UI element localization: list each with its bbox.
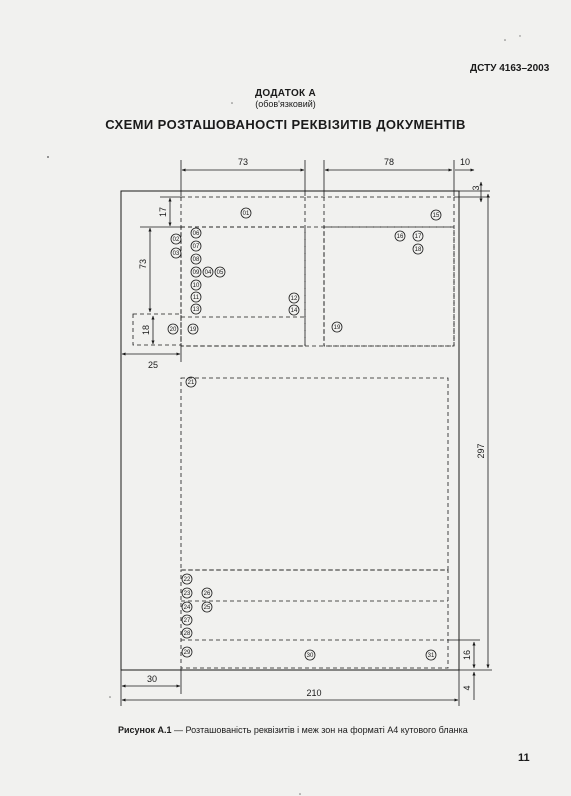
figure-caption-text: — Розташованість реквізитів і меж зон на форматі А4 кутового бланка	[171, 725, 468, 735]
text-zone-outline	[181, 378, 448, 570]
dim-297-label: 297	[476, 443, 486, 459]
requisite-number-26: 26	[203, 591, 211, 597]
scan-speck	[47, 156, 49, 158]
requisite-number-03: 03	[172, 251, 180, 257]
annex-title: ДОДАТОК А	[254, 88, 317, 99]
dim-16-label: 16	[462, 649, 472, 661]
requisite-number-13: 13	[192, 307, 200, 313]
requisite-number-27: 27	[183, 618, 191, 624]
requisite-number-06: 06	[192, 231, 200, 237]
zone-left-block	[181, 227, 305, 346]
zone-right-block	[324, 227, 454, 346]
requisite-number-25: 25	[203, 605, 211, 611]
requisite-number-05: 05	[216, 270, 224, 276]
requisite-number-01: 01	[242, 211, 250, 217]
dim-73-top-label: 73	[237, 157, 249, 167]
scan-speck	[519, 35, 520, 36]
dim-10-label: 10	[459, 157, 471, 167]
requisite-number-02: 02	[172, 237, 180, 243]
a4-sheet-outline	[121, 191, 459, 670]
requisite-number-30: 30	[306, 653, 314, 659]
dim-78-label: 78	[383, 157, 395, 167]
annex-status: (обов'язковий)	[255, 99, 316, 109]
requisite-number-12: 12	[290, 296, 298, 302]
requisite-number-14: 14	[290, 308, 298, 314]
requisite-number-11: 11	[192, 295, 200, 301]
requisite-number-07: 07	[192, 244, 200, 250]
dim-4-label: 4	[462, 685, 472, 691]
dim-18-label: 18	[141, 324, 151, 336]
requisite-number-21: 21	[187, 380, 195, 386]
requisite-number-19-left: 19	[189, 327, 197, 333]
requisite-number-24: 24	[183, 605, 191, 611]
requisite-number-15: 15	[432, 213, 440, 219]
requisite-number-20: 20	[169, 327, 177, 333]
requisite-number-04: 04	[204, 270, 212, 276]
dim-3-label: 3	[471, 185, 481, 191]
requisite-number-18: 18	[414, 247, 422, 253]
requisite-number-23: 23	[183, 591, 191, 597]
requisite-number-31: 31	[427, 653, 435, 659]
requisite-number-28: 28	[183, 631, 191, 637]
scan-speck	[504, 39, 506, 41]
requisite-number-16: 16	[396, 234, 404, 240]
requisite-number-22: 22	[183, 577, 191, 583]
requisite-number-29: 29	[183, 650, 191, 656]
requisite-number-17: 17	[414, 234, 422, 240]
dim-73-left-label: 73	[138, 258, 148, 270]
section-title: СХЕМИ РОЗТАШОВАНОСТІ РЕКВІЗИТІВ ДОКУМЕНТІВ	[105, 117, 466, 132]
figure-caption	[118, 725, 468, 735]
dim-25-label: 25	[147, 360, 159, 370]
scan-speck	[109, 696, 111, 698]
dim-210-label: 210	[306, 688, 322, 698]
figure-caption-label: Рисунок А.1	[118, 725, 172, 735]
requisite-number-08: 08	[192, 257, 200, 263]
dim-17-label: 17	[158, 206, 168, 218]
requisite-number-10: 10	[192, 283, 200, 289]
scan-speck	[231, 102, 233, 104]
page-number: 11	[518, 752, 530, 764]
scan-speck	[299, 793, 301, 795]
requisite-number-19-right: 19	[333, 325, 341, 331]
standard-code: ДСТУ 4163–2003	[470, 63, 550, 74]
dim-30-label: 30	[146, 674, 158, 684]
requisite-number-09: 09	[192, 270, 200, 276]
